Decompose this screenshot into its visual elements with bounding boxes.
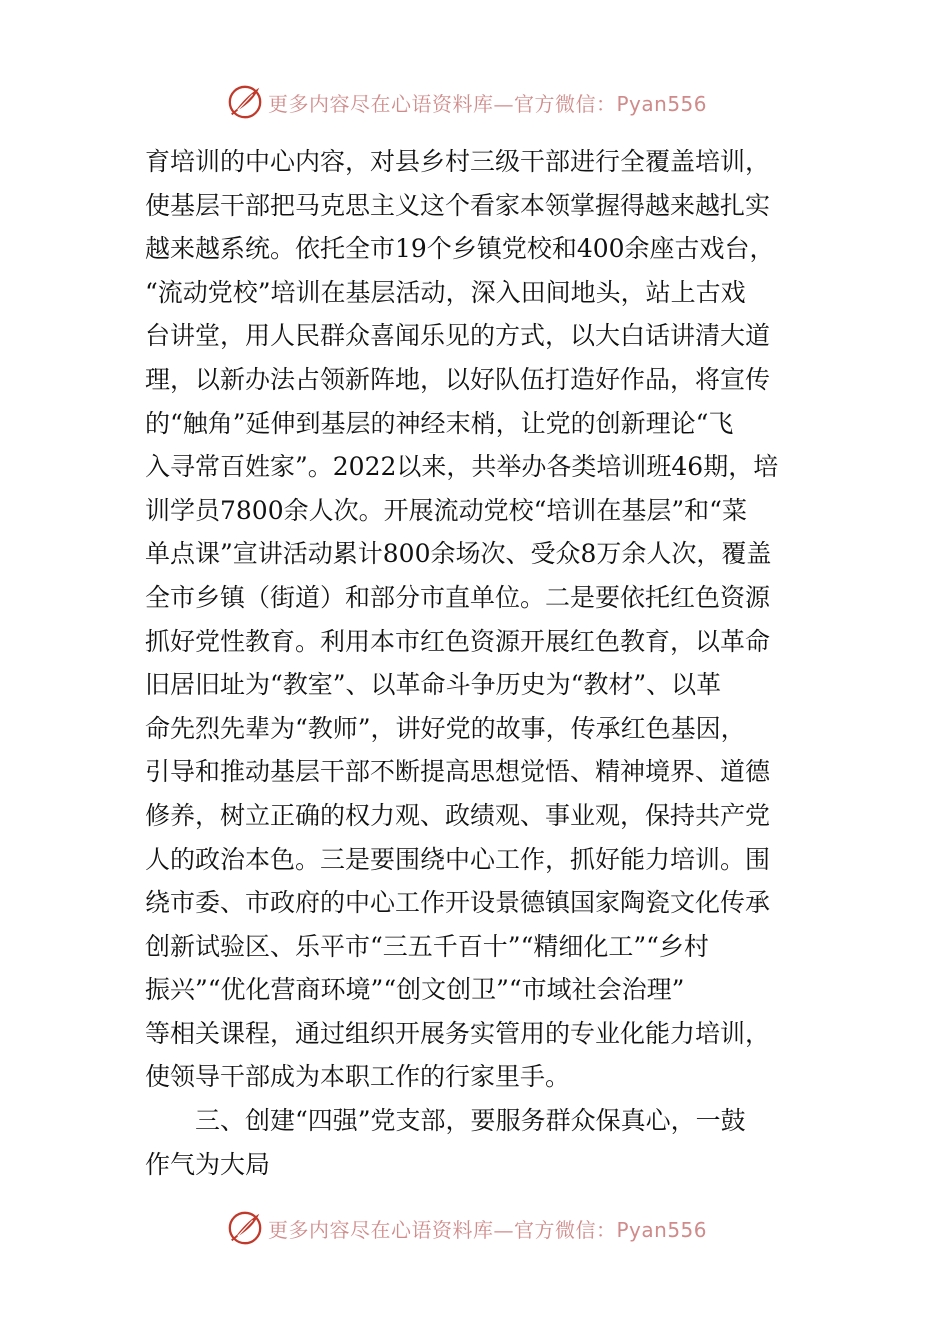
text-line: 训学员7800余人次。开展流动党校“培训在基层”和“菜 bbox=[145, 495, 747, 525]
banner-text: 更多内容尽在心语资料库—官方微信：Pyan556 bbox=[268, 1217, 708, 1242]
text-line: 振兴”“优化营商环境”“创文创卫”“市域社会治理” bbox=[145, 975, 685, 1005]
text-line: 命先烈先辈为“教师”，讲好党的故事，传承红色基因， bbox=[145, 713, 746, 743]
text-line: 育培训的中心内容，对县乡村三级干部进行全覆盖培训， bbox=[145, 147, 771, 176]
footer-banner bbox=[226, 1208, 746, 1248]
text-line: 全市乡镇（街道）和部分市直单位。二是要依托红色资源 bbox=[145, 582, 771, 612]
text-line: 单点课”宣讲活动累计800余场次、受众8万余人次，覆盖 bbox=[145, 539, 772, 569]
text-line: 人的政治本色。三是要围绕中心工作，抓好能力培训。围 bbox=[145, 844, 771, 874]
quill-logo-icon bbox=[226, 83, 264, 121]
section-heading-line: 作气为大局 bbox=[145, 1149, 271, 1179]
text-line: 抓好党性教育。利用本市红色资源开展红色教育，以革命 bbox=[145, 626, 771, 656]
text-line: 等相关课程，通过组织开展务实管用的专业化能力培训， bbox=[145, 1018, 771, 1048]
section-heading-line: 三、创建“四强”党支部，要服务群众保真心，一鼓 bbox=[195, 1106, 746, 1136]
text-line: 绕市委、市政府的中心工作开设景德镇国家陶瓷文化传承 bbox=[145, 888, 771, 918]
quill-logo-icon bbox=[226, 1209, 264, 1247]
text-line: 理，以新办法占领新阵地，以好队伍打造好作品，将宣传 bbox=[145, 364, 771, 394]
text-line: 的“触角”延伸到基层的神经末梢，让党的创新理论“飞 bbox=[145, 408, 734, 438]
wechat-id: Pyan556 bbox=[616, 1217, 708, 1242]
text-line: 使基层干部把马克思主义这个看家本领掌握得越来越扎实 bbox=[145, 190, 771, 220]
text-line: 引导和推动基层干部不断提高思想觉悟、精神境界、道德 bbox=[145, 757, 771, 787]
text-line: 台讲堂，用人民群众喜闻乐见的方式，以大白话讲清大道 bbox=[145, 321, 771, 351]
text-line: 使领导干部成为本职工作的行家里手。 bbox=[145, 1062, 571, 1092]
header-banner bbox=[226, 82, 746, 122]
document-body bbox=[145, 140, 810, 1186]
text-line: 越来越系统。依托全市19个乡镇党校和400余座古戏台， bbox=[145, 234, 775, 264]
wechat-id: Pyan556 bbox=[616, 91, 708, 116]
text-line: 旧居旧址为“教室”、以革命斗争历史为“教材”、以革 bbox=[145, 670, 722, 700]
text-line: “流动党校”培训在基层活动，深入田间地头，站上古戏 bbox=[145, 277, 746, 307]
text-line: 创新试验区、乐平市“三五千百十”“精细化工”“乡村 bbox=[145, 931, 709, 961]
text-line: 入寻常百姓家”。2022以来，共举办各类培训班46期，培 bbox=[145, 452, 779, 482]
text-line: 修养，树立正确的权力观、政绩观、事业观，保持共产党 bbox=[145, 800, 771, 830]
banner-text: 更多内容尽在心语资料库—官方微信：Pyan556 bbox=[268, 91, 708, 116]
